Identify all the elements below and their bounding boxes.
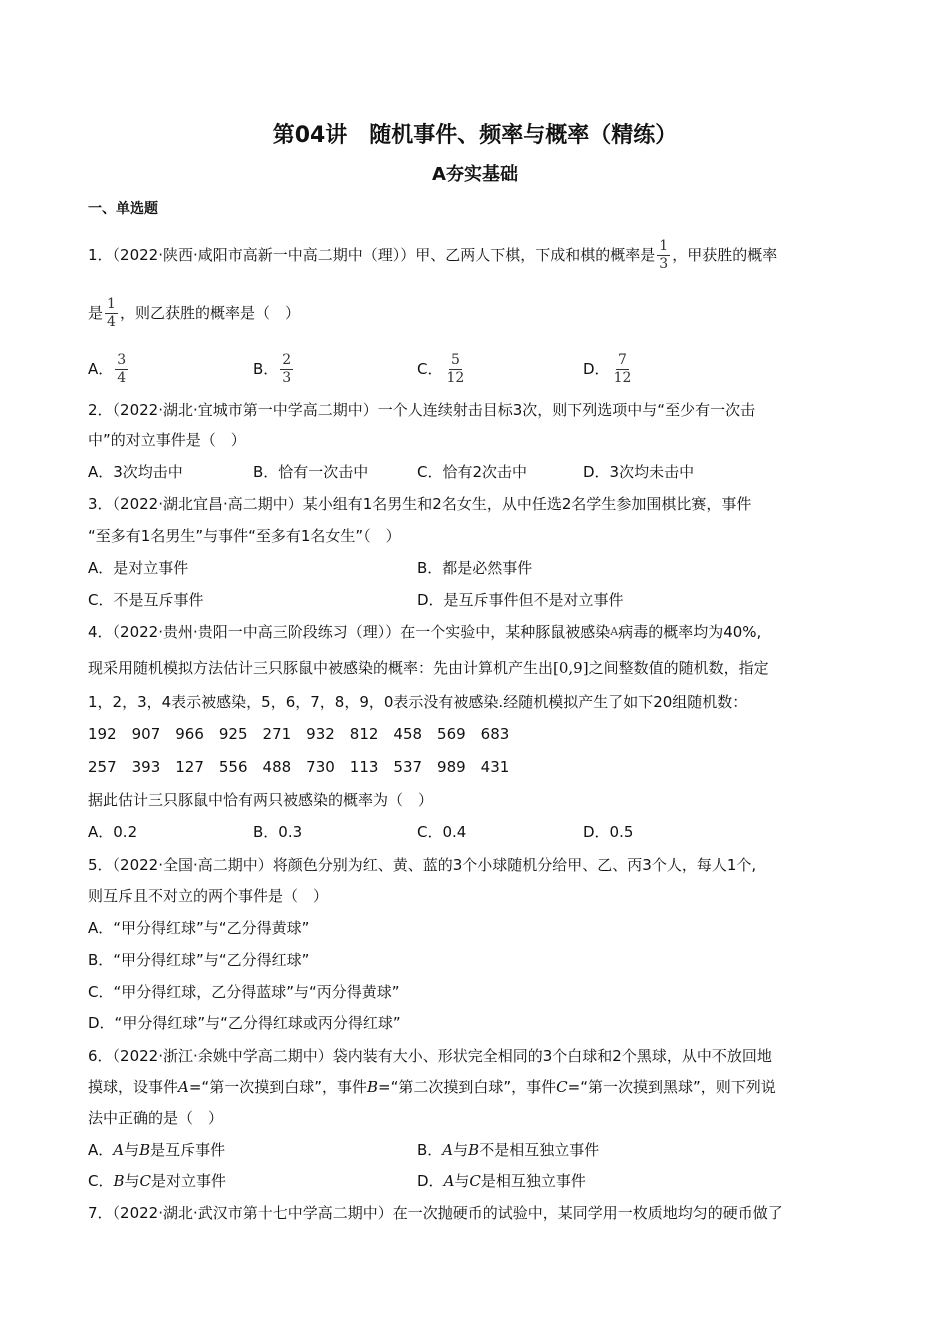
- q1-option-d: D． $\frac{7}{12}$: [583, 352, 632, 386]
- fraction: $\frac{7}{12}$: [613, 352, 632, 386]
- q4-line4: 据此估计三只豚鼠中恰有两只被感染的概率为（ ）: [88, 791, 434, 809]
- q4-option-b: B．0.3: [253, 823, 303, 841]
- q3-line1: 3．（2022·湖北宜昌·高二期中）某小组有1名男生和2名女生，从中任选2名学生参加围棋比赛，事件: [88, 495, 752, 513]
- q6-line2: 摸球，设事件A=“第一次摸到白球”，事件B=“第二次摸到白球”，事件C=“第一次摸到黑球”，则下列说: [88, 1078, 776, 1096]
- q3-option-d: D．是互斥事件但不是对立事件: [417, 591, 624, 609]
- q3-line2: “至多有1名男生”与事件“至多有1名女生”（ ）: [88, 527, 401, 545]
- q6-option-d: D．A与C是相互独立事件: [417, 1172, 586, 1190]
- fraction: $\frac{1}{3}$: [659, 238, 669, 272]
- q6-option-b: B．A与B不是相互独立事件: [417, 1141, 600, 1159]
- q6-line3: 法中正确的是（ ）: [88, 1109, 224, 1127]
- math-symbol: A: [610, 625, 619, 638]
- q5-option-c: C．“甲分得红球，乙分得蓝球”与“丙分得黄球”: [88, 983, 400, 1001]
- q1-line1: 1．（2022·陕西·咸阳市高新一中高二期中（理））甲、乙两人下棋，下成和棋的概率是 $\frac{1}{3}$ ，甲获胜的概率: [88, 238, 778, 272]
- q5-option-a: A．“甲分得红球”与“乙分得黄球”: [88, 919, 310, 937]
- q6-option-a: A．A与B是互斥事件: [88, 1141, 226, 1159]
- q3-option-c: C．不是互斥事件: [88, 591, 204, 609]
- fraction: $\frac{2}{3}$: [282, 352, 292, 386]
- fraction: $\frac{3}{4}$: [117, 352, 127, 386]
- q3-option-a: A．是对立事件: [88, 559, 189, 577]
- q1-line2: 是 $\frac{1}{4}$ ，则乙获胜的概率是（ ）: [88, 296, 300, 330]
- q5-option-b: B．“甲分得红球”与“乙分得红球”: [88, 951, 310, 969]
- q4-option-c: C．0.4: [417, 823, 467, 841]
- q2-option-b: B．恰有一次击中: [253, 463, 369, 481]
- q2-line2: 中”的对立事件是（ ）: [88, 431, 246, 449]
- q4-option-a: A．0.2: [88, 823, 138, 841]
- q1-option-c: C． $\frac{5}{12}$: [417, 352, 465, 386]
- q7-line1: 7．（2022·湖北·武汉市第十七中学高二期中）在一次抛硬币的试验中，某同学用一枚质地均匀的硬币做了: [88, 1204, 783, 1222]
- q5-line1: 5．（2022·全国·高二期中）将颜色分别为红、黄、蓝的3个小球随机分给甲、乙、丙3个人，每人1个,: [88, 856, 757, 874]
- fraction: $\frac{1}{4}$: [107, 296, 116, 330]
- q2-option-d: D．3次均未击中: [583, 463, 695, 481]
- q4-random-row2: 257 393 127 556 488 730 113 537 989 431: [88, 758, 510, 776]
- q4-option-d: D．0.5: [583, 823, 634, 841]
- q1-option-a: A． $\frac{3}{4}$: [88, 352, 127, 386]
- page-title: 第04讲 随机事件、频率与概率（精练）: [272, 123, 678, 148]
- q4-random-row1: 192 907 966 925 271 932 812 458 569 683: [88, 725, 510, 743]
- q3-option-b: B．都是必然事件: [417, 559, 533, 577]
- q4-line3: 1，2，3，4表示被感染，5，6，7，8，9，0表示没有被感染.经随机模拟产生了如下20组随机数：: [88, 693, 748, 711]
- q5-option-d: D．“甲分得红球”与“乙分得红球或丙分得红球”: [88, 1014, 401, 1032]
- q2-line1: 2．（2022·湖北·宜城市第一中学高二期中）一个人连续射击目标3次，则下列选项中与“至少有一次击: [88, 401, 756, 419]
- math-interval: [0,9]: [553, 659, 589, 677]
- q6-line1: 6．（2022·浙江·余姚中学高二期中）袋内装有大小、形状完全相同的3个白球和2个黑球，从中不放回地: [88, 1047, 772, 1065]
- q2-option-a: A．3次均击中: [88, 463, 183, 481]
- q6-option-c: C．B与C是对立事件: [88, 1172, 227, 1190]
- page-subtitle: A夯实基础: [432, 164, 518, 185]
- q4-line1: 4．（2022·贵州·贵阳一中高三阶段练习（理））在一个实验中，某种豚鼠被感染$^A$病毒的概率均为40%,: [88, 623, 762, 641]
- section-heading: 一、单选题: [88, 201, 158, 217]
- q5-line2: 则互斥且不对立的两个事件是（ ）: [88, 887, 329, 905]
- q4-line2: 现采用随机模拟方法估计三只豚鼠中被感染的概率：先由计算机产生出[0,9]之间整数值的随机数，指定: [88, 659, 769, 677]
- fraction: $\frac{5}{12}$: [446, 352, 465, 386]
- q2-option-c: C．恰有2次击中: [417, 463, 528, 481]
- q1-option-b: B． $\frac{2}{3}$: [253, 352, 292, 386]
